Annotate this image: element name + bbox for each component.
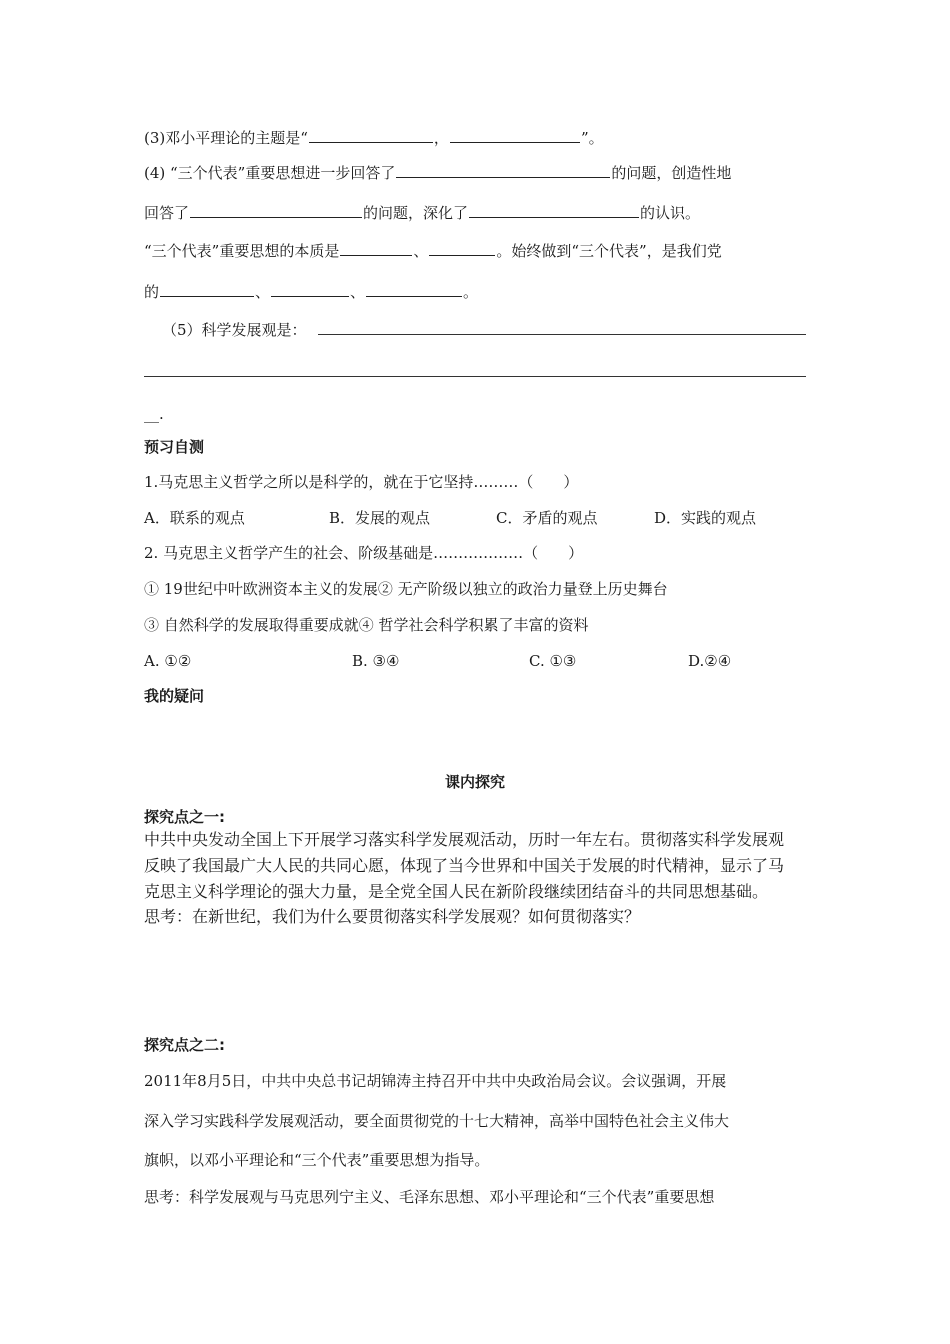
q4-blank-3[interactable] <box>469 203 639 218</box>
q4-line-4 <box>144 282 478 302</box>
q1-option-a[interactable]: A．联系的观点 <box>144 509 245 527</box>
q4-l4-prefix: 的 <box>144 283 160 301</box>
inquiry-point-1-question: 思考：在新世纪，我们为什么要贯彻落实科学发展观？如何贯彻落实？ <box>144 907 641 926</box>
q1-option-b[interactable]: B．发展的观点 <box>329 509 431 527</box>
inquiry-point-1-title: 探究点之一: <box>144 808 225 826</box>
q1-option-d[interactable]: D．实践的观点 <box>654 509 757 527</box>
inquiry-point-2-line: 旗帜，以邓小平理论和“三个代表”重要思想为指导。 <box>144 1151 490 1169</box>
q3-sep: ， <box>433 129 449 147</box>
q4-l1-prefix: (4) “三个代表”重要思想进一步回答了 <box>144 164 396 182</box>
inquiry-point-2-title: 探究点之二: <box>144 1036 225 1054</box>
q4-l2-suffix: 的认识。 <box>640 204 701 222</box>
q4-blank-5[interactable] <box>429 241 495 256</box>
q4-l2-mid: 的问题，深化了 <box>363 204 469 222</box>
q4-blank-1[interactable] <box>396 163 610 178</box>
preview-q2: 2. 马克思主义哲学产生的社会、阶级基础是………………（ ） <box>144 544 584 562</box>
q2-statement-1: ① 19世纪中叶欧洲资本主义的发展② 无产阶级以独立的政治力量登上历史舞台 <box>144 580 668 598</box>
q3-blank-2[interactable] <box>450 128 580 143</box>
q3-suffix: ”。 <box>580 129 604 147</box>
q2-option-a[interactable]: A. ①② <box>144 652 192 670</box>
inquiry-title: 课内探究 <box>444 773 505 791</box>
q4-l3-sep: 、 <box>413 242 429 260</box>
inquiry-point-2-line: 2011年8月5日，中共中央总书记胡锦涛主持召开中共中央政治局会议。会议强调，开展 <box>144 1072 727 1090</box>
preview-q1: 1.马克思主义哲学之所以是科学的，就在于它坚持………（ ） <box>144 473 579 491</box>
q4-l3-prefix: “三个代表”重要思想的本质是 <box>144 242 340 260</box>
inquiry-point-1-line: 中共中央发动全国上下开展学习落实科学发展观活动，历时一年左右。贯彻落实科学发展观 <box>144 830 785 849</box>
q2-option-d[interactable]: D.②④ <box>688 652 732 670</box>
q4-blank-8[interactable] <box>366 282 462 297</box>
q4-l4-suffix: 。 <box>463 283 479 301</box>
q4-blank-6[interactable] <box>160 282 254 297</box>
q4-blank-4[interactable] <box>340 241 412 256</box>
q4-l2-prefix: 回答了 <box>144 204 190 222</box>
q1-option-c[interactable]: C．矛盾的观点 <box>496 509 598 527</box>
q4-l3-suffix: 。始终做到“三个代表”，是我们党 <box>496 242 722 260</box>
preview-title: 预习自测 <box>144 438 205 456</box>
q4-l1-suffix: 的问题，创造性地 <box>611 164 732 182</box>
q3-prefix: (3)邓小平理论的主题是“ <box>144 129 308 147</box>
q4-l4-sep1: 、 <box>255 283 271 301</box>
q3-line <box>144 128 604 148</box>
q5-answer-line-2[interactable] <box>144 376 806 377</box>
q3-blank-1[interactable] <box>309 128 433 143</box>
q4-line-2 <box>144 203 700 223</box>
inquiry-point-1-line: 反映了我国最广大人民的共同心愿，体现了当今世界和中国关于发展的时代精神，显示了马 <box>144 856 785 875</box>
q5-end: __. <box>144 405 164 423</box>
q4-line-3 <box>144 241 722 261</box>
q5-line <box>162 320 307 340</box>
inquiry-point-2-line: 深入学习实践科学发展观活动，要全面贯彻党的十七大精神，高举中国特色社会主义伟大 <box>144 1112 730 1130</box>
q2-option-c[interactable]: C. ①③ <box>529 652 577 670</box>
q4-line-1 <box>144 163 731 183</box>
q4-blank-7[interactable] <box>271 282 349 297</box>
doubts-title: 我的疑问 <box>144 687 205 705</box>
q5-prefix: （5）科学发展观是： <box>162 321 307 339</box>
inquiry-point-2-question: 思考：科学发展观与马克思列宁主义、毛泽东思想、邓小平理论和“三个代表”重要思想 <box>144 1188 715 1206</box>
q2-option-b[interactable]: B. ③④ <box>352 652 400 670</box>
q5-answer-line-1[interactable] <box>318 334 806 335</box>
q4-blank-2[interactable] <box>190 203 362 218</box>
q4-l4-sep2: 、 <box>350 283 366 301</box>
q2-statement-2: ③ 自然科学的发展取得重要成就④ 哲学社会科学积累了丰富的资料 <box>144 616 589 634</box>
inquiry-point-1-line: 克思主义科学理论的强大力量，是全党全国人民在新阶段继续团结奋斗的共同思想基础。 <box>144 882 769 901</box>
